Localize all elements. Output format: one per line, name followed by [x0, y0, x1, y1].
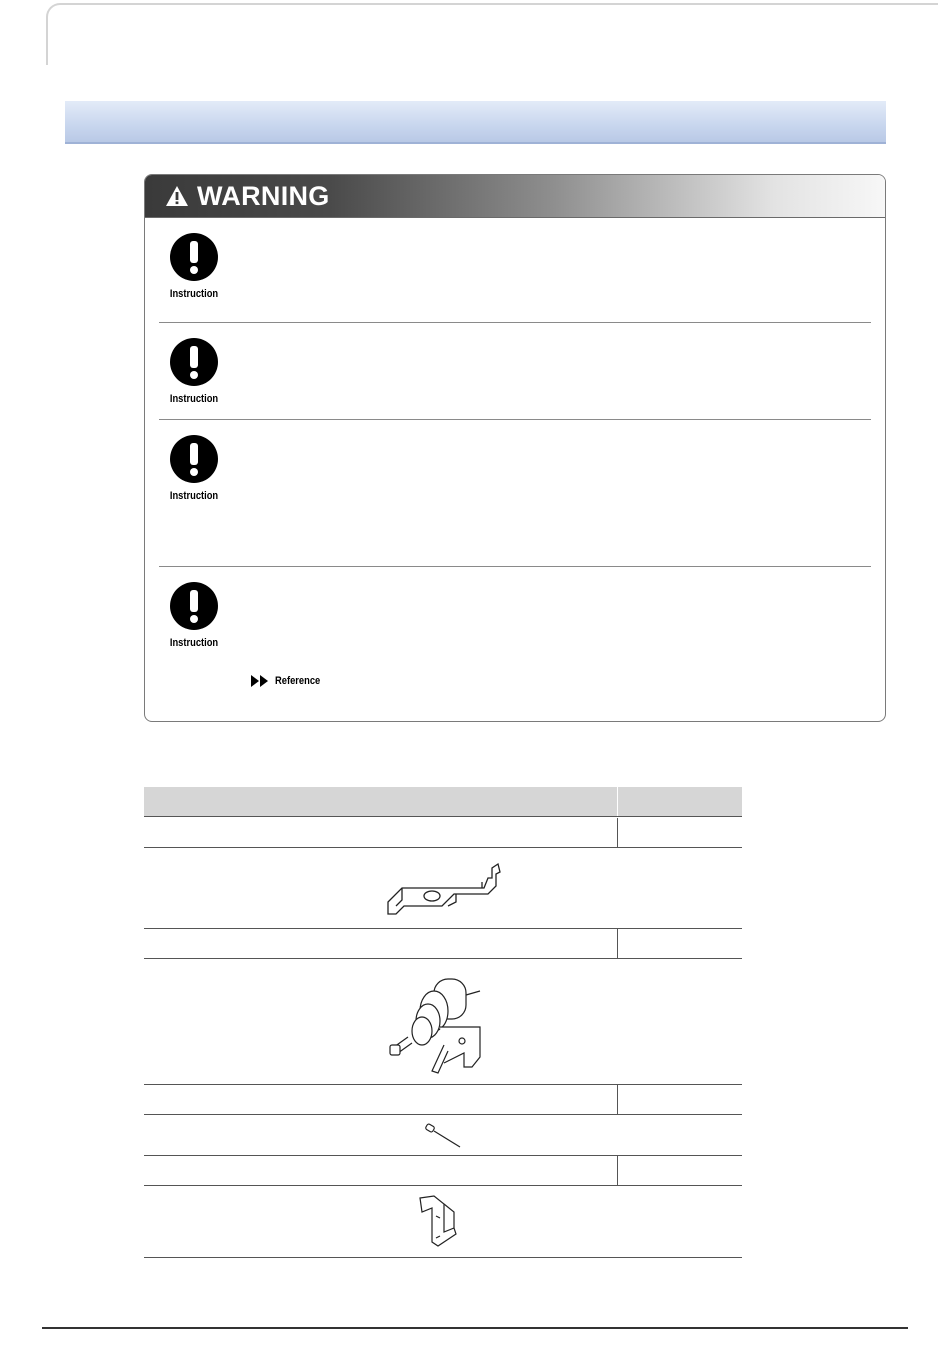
mandatory-instruction-icon	[170, 582, 218, 630]
valve-assembly-figure	[384, 965, 494, 1080]
instruction-marker	[165, 435, 223, 502]
warning-item	[159, 421, 871, 567]
instruction-marker	[165, 233, 223, 300]
table-figure-row	[144, 959, 742, 1085]
table-row	[144, 1085, 742, 1115]
table-figure-row	[144, 1115, 742, 1156]
table-row	[144, 818, 742, 848]
table-header	[144, 787, 742, 817]
divider	[159, 419, 871, 420]
instruction-label: Instruction	[169, 490, 219, 502]
table-figure-row	[144, 1186, 742, 1258]
needle-figure	[422, 1119, 464, 1151]
section-heading-bar	[65, 101, 886, 144]
table-row	[144, 1156, 742, 1186]
divider	[159, 322, 871, 323]
reference-link[interactable]	[251, 675, 328, 687]
mandatory-instruction-icon	[170, 435, 218, 483]
warning-box	[144, 174, 886, 722]
page-tab-frame	[46, 3, 938, 65]
warning-item	[159, 218, 871, 323]
mandatory-instruction-icon	[170, 233, 218, 281]
reference-label: Reference	[275, 675, 321, 687]
warning-item	[159, 568, 871, 718]
table-figure-row	[144, 848, 742, 929]
l-bracket-figure	[414, 1194, 464, 1250]
instruction-marker	[165, 338, 223, 405]
footer-rule	[42, 1327, 908, 1329]
warning-title: WARNING	[197, 180, 330, 211]
divider	[159, 566, 871, 567]
warning-item	[159, 324, 871, 420]
instruction-label: Instruction	[169, 637, 219, 649]
bracket-plate-figure	[384, 858, 504, 918]
mandatory-instruction-icon	[170, 338, 218, 386]
reference-arrow-icon	[251, 675, 269, 687]
instruction-marker	[165, 582, 223, 649]
table-row	[144, 929, 742, 959]
instruction-label: Instruction	[169, 393, 219, 405]
instruction-label: Instruction	[169, 288, 219, 300]
warning-triangle-icon	[165, 185, 189, 207]
warning-header	[145, 175, 885, 218]
